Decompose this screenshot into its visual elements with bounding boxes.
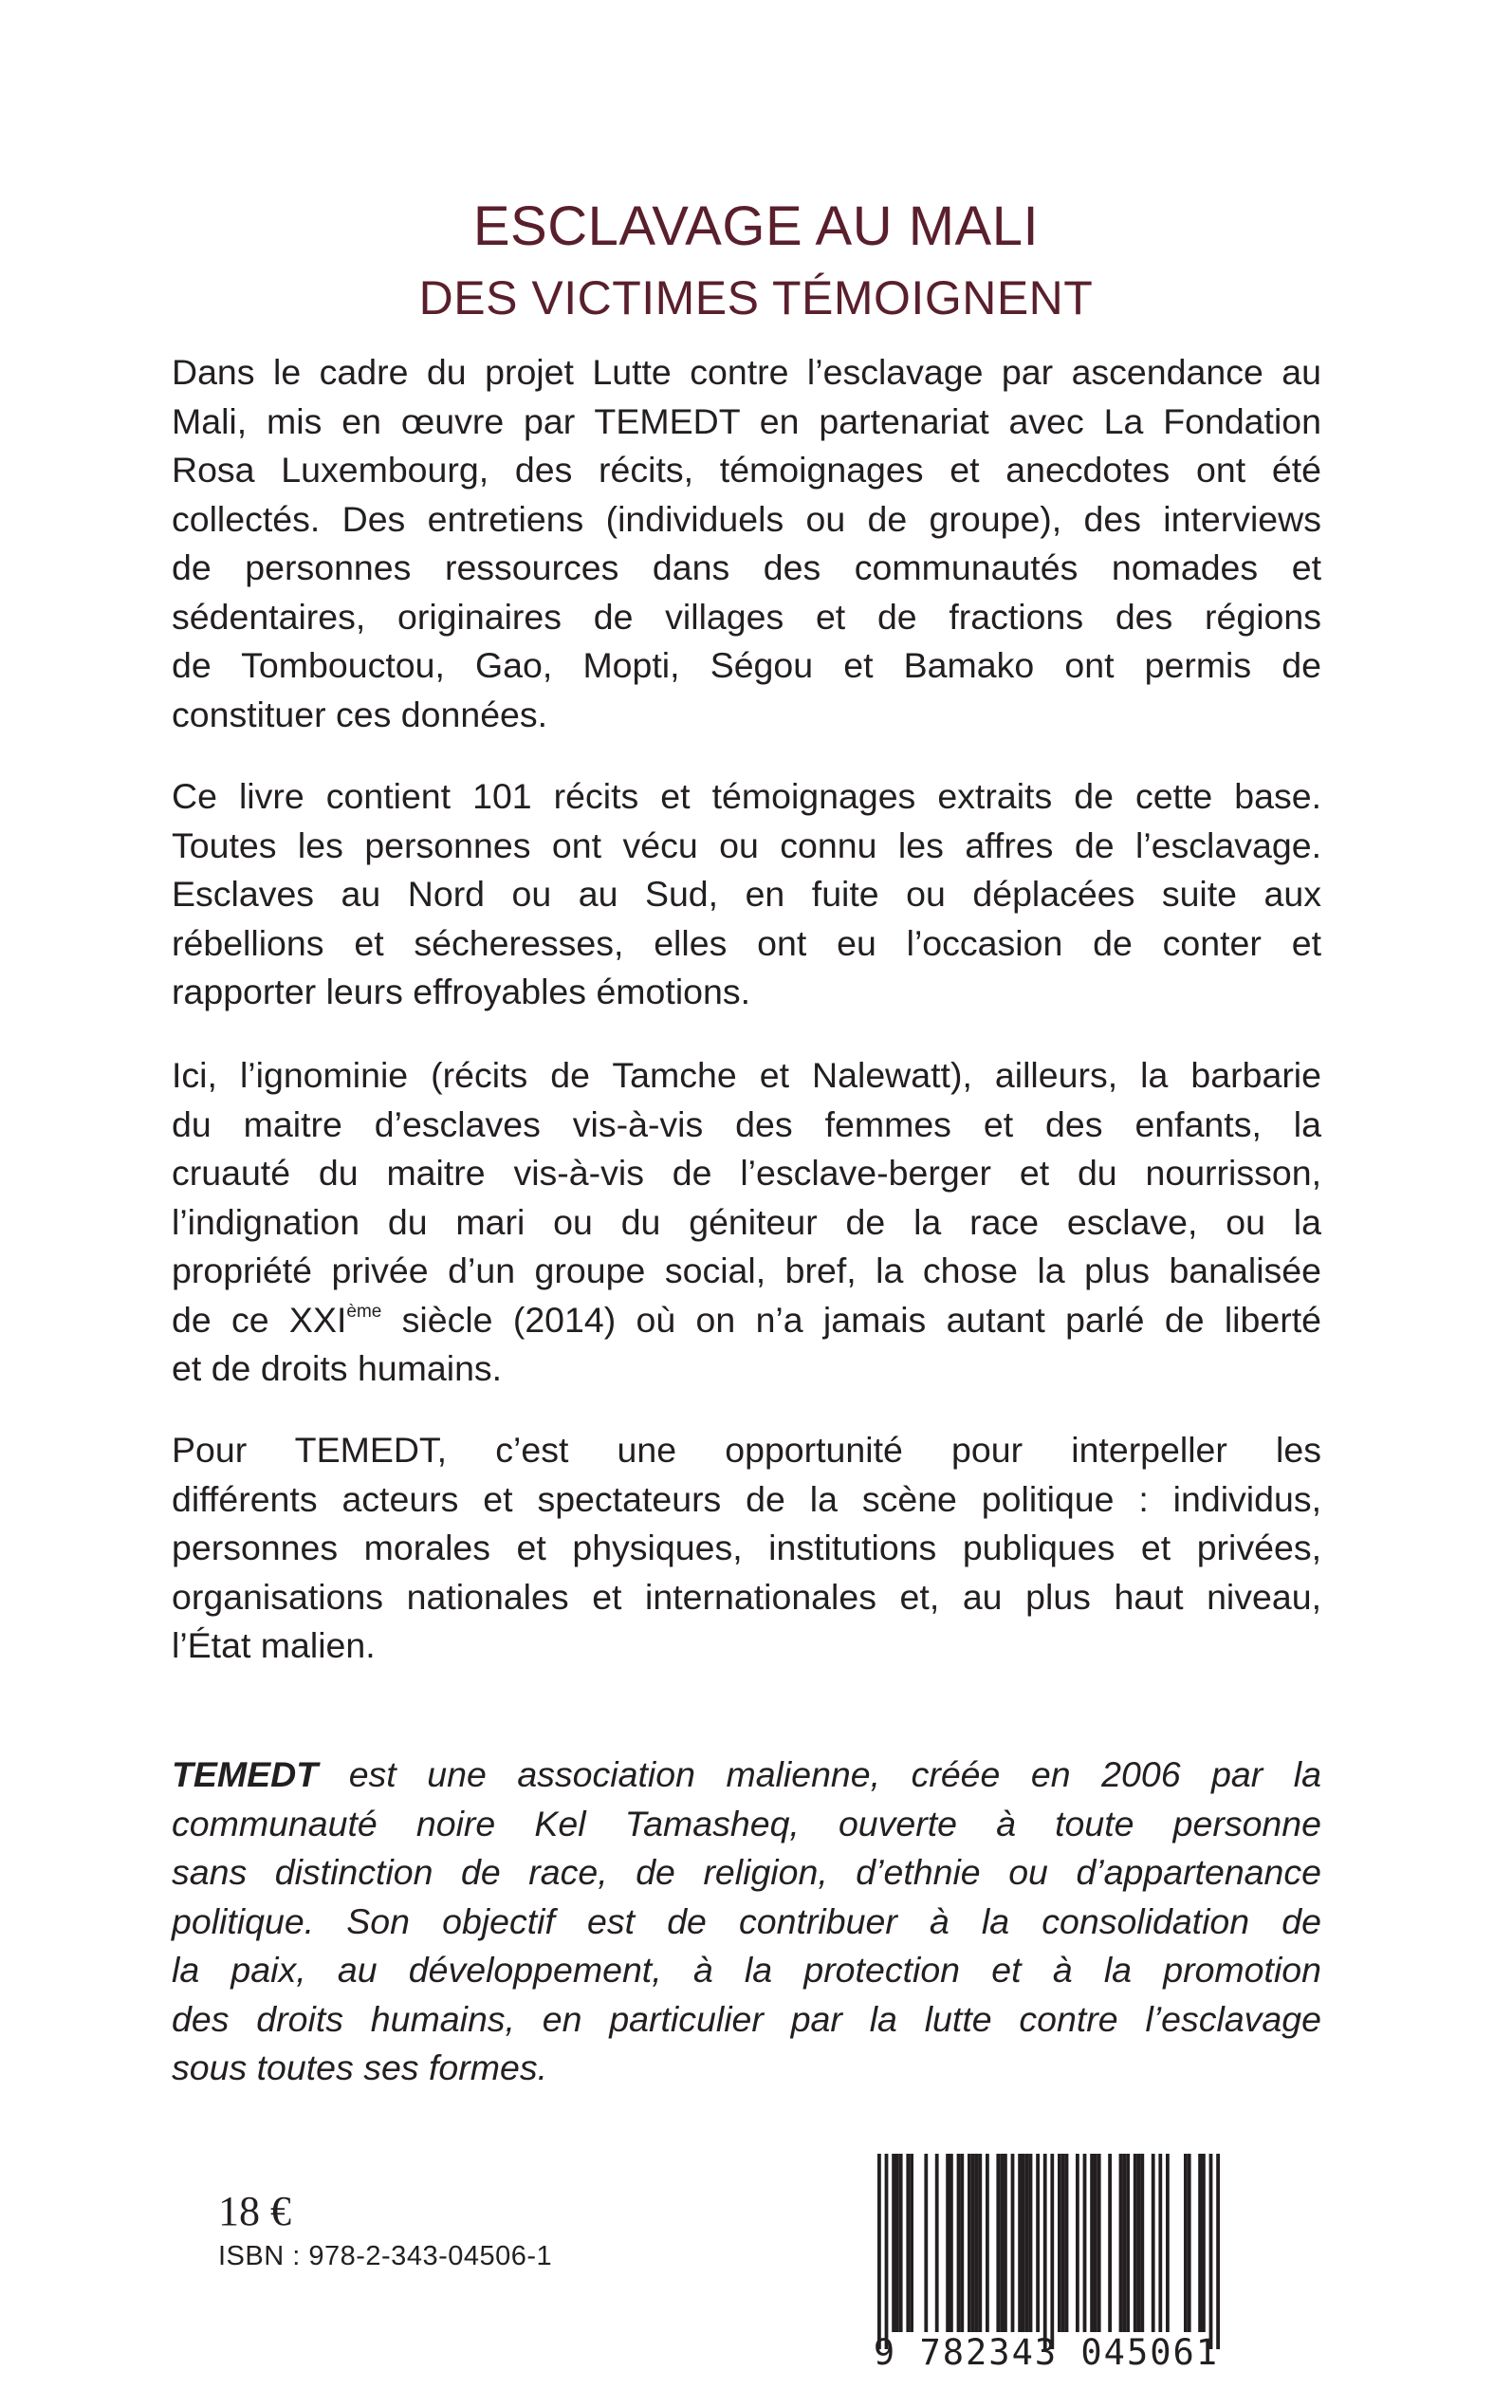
- paragraph-temedt-opportunity: [172, 1426, 1321, 1671]
- barcode-bar: [895, 2154, 899, 2332]
- text-line: politique. Son objectif est de contribuer à la consolidation de: [172, 1900, 1321, 1941]
- barcode-bar: [950, 2154, 953, 2332]
- barcode-bar: [892, 2154, 895, 2332]
- barcode-bar: [978, 2154, 982, 2332]
- barcode-bar: [1119, 2154, 1123, 2332]
- text-line: rapporter leurs effroyables émotions.: [172, 972, 751, 1011]
- barcode-bar: [1029, 2154, 1033, 2332]
- price: 18 €: [218, 2188, 291, 2234]
- text-line: sédentaires, originaires de villages et de fractions des régions: [172, 596, 1321, 637]
- text-fragment: est une association malienne, créée en 2006 par la: [318, 1754, 1321, 1794]
- barcode-bar: [1134, 2154, 1137, 2332]
- text-line: sous toutes ses formes.: [172, 2047, 548, 2087]
- text-fragment: siècle (2014) où on n’a jamais autant parlé de liberté: [381, 1299, 1321, 1340]
- text-line: Rosa Luxembourg, des récits, témoignages et anecdotes ont été: [172, 450, 1321, 490]
- barcode-bar: [1097, 2154, 1101, 2332]
- barcode-bar: [1209, 2154, 1213, 2349]
- barcode-bar: [957, 2154, 961, 2332]
- barcode-bar: [1198, 2154, 1202, 2332]
- text-line: collectés. Des entretiens (individuels ou de groupe), des interviews: [172, 498, 1321, 539]
- text-fragment: de ce XXI: [172, 1299, 347, 1340]
- barcode-bar: [1011, 2154, 1015, 2332]
- barcode-bar: [986, 2154, 989, 2332]
- barcode-bar: [1058, 2154, 1061, 2332]
- barcode-bar: [1184, 2154, 1188, 2332]
- barcode-bar: [1065, 2154, 1069, 2332]
- text-line: rébellions et sécheresses, elles ont eu l’occasion de conter et: [172, 922, 1321, 963]
- barcode-bar: [1083, 2154, 1087, 2332]
- barcode-bar: [1022, 2154, 1025, 2332]
- barcode-bar: [1152, 2154, 1155, 2332]
- barcode-bar: [1202, 2154, 1206, 2332]
- text-line: Toutes les personnes ont vécu ou connu les affres de l’esclavage.: [172, 824, 1321, 865]
- barcode-bar: [1166, 2154, 1170, 2332]
- text-line: de Tombouctou, Gao, Mopti, Ségou et Bamako ont permis de: [172, 645, 1321, 685]
- text-line: propriété privée d’un groupe social, bref, la chose la plus banalisée: [172, 1250, 1321, 1290]
- text-line: des droits humains, en particulier par la lutte contre l’esclavage: [172, 1998, 1321, 2039]
- barcode-bar: [1137, 2154, 1141, 2332]
- barcode-bar: [996, 2154, 1000, 2332]
- barcode-bar: [946, 2154, 950, 2332]
- text-line: du maitre d’esclaves vis-à-vis des femmes et des enfants, la: [172, 1103, 1321, 1144]
- barcode-bar: [1122, 2154, 1126, 2332]
- barcode-bar: [1043, 2154, 1047, 2349]
- barcode-bar: [971, 2154, 975, 2332]
- barcode-bar: [1140, 2154, 1144, 2332]
- barcode-bar: [1076, 2154, 1079, 2332]
- barcode: [857, 2154, 1236, 2376]
- text-line: de personnes ressources dans des communautés nomades et: [172, 547, 1321, 587]
- barcode-bar: [1018, 2154, 1022, 2332]
- barcode-bar: [960, 2154, 964, 2332]
- text-line: personnes morales et physiques, institutions publiques et privées,: [172, 1528, 1321, 1567]
- paragraph-book-contents: [172, 772, 1321, 1017]
- barcode-bar: [1108, 2154, 1112, 2332]
- barcode-bar: [968, 2154, 971, 2332]
- text-line: sans distinction de race, de religion, d’ethnie ou d’appartenance: [172, 1852, 1321, 1892]
- text-line: constituer ces données.: [172, 694, 548, 734]
- barcode-bar: [885, 2154, 889, 2349]
- barcode-bar: [935, 2154, 939, 2332]
- barcode-bar: [975, 2154, 979, 2332]
- barcode-bar: [1061, 2154, 1065, 2332]
- text-line: Ici, l’ignominie (récits de Tamche et Nalewatt), ailleurs, la barbarie: [172, 1055, 1321, 1095]
- superscript: ème: [346, 1301, 382, 1322]
- barcode-bar: [1036, 2154, 1040, 2332]
- association-name: TEMEDT: [172, 1754, 319, 1794]
- barcode-bar: [1000, 2154, 1004, 2332]
- text-line: l’indignation du mari ou du géniteur de la race esclave, ou la: [172, 1201, 1321, 1242]
- book-title: ESCLAVAGE AU MALI: [472, 194, 1040, 257]
- barcode-bar: [1050, 2154, 1054, 2349]
- text-line: Dans le cadre du projet Lutte contre l’esclavage par ascendance au: [172, 352, 1321, 392]
- paragraph-project-description: [172, 348, 1321, 739]
- barcode-bar: [924, 2154, 928, 2332]
- text-line: Ce livre contient 101 récits et témoignages extraits de cette base.: [172, 776, 1321, 816]
- barcode-bar: [1094, 2154, 1097, 2332]
- text-line: Pour TEMEDT, c’est une opportunité pour interpeller les: [172, 1430, 1321, 1470]
- text-line: différents acteurs et spectateurs de la scène politique : individus,: [172, 1478, 1321, 1519]
- barcode-bar: [1025, 2154, 1029, 2332]
- barcode-bar: [910, 2154, 913, 2332]
- book-subtitle: DES VICTIMES TÉMOIGNENT: [418, 270, 1094, 324]
- paragraph-testimonies: [172, 1051, 1321, 1394]
- text-line: communauté noire Kel Tamasheq, ouverte à toute personne: [172, 1803, 1321, 1843]
- paragraph-temedt-association: [172, 1750, 1321, 2093]
- barcode-bar: [1090, 2154, 1094, 2332]
- isbn: ISBN : 978-2-343-04506-1: [218, 2241, 553, 2271]
- text-line: l’État malien.: [172, 1625, 376, 1665]
- text-line: Mali, mis en œuvre par TEMEDT en partenariat avec La Fondation: [172, 400, 1321, 441]
- text-line: cruauté du maitre vis-à-vis de l’esclave-berger et du nourrisson,: [172, 1153, 1321, 1193]
- barcode-bar: [1158, 2154, 1162, 2332]
- text-line: et de droits humains.: [172, 1348, 503, 1388]
- text-line: [172, 1296, 1321, 1345]
- text-line: la paix, au développement, à la protection et à la promotion: [172, 1950, 1321, 1990]
- barcode-bar: [1126, 2154, 1130, 2332]
- barcode-bar: [1216, 2154, 1220, 2349]
- barcode-number: 9 782343 045061: [873, 2332, 1220, 2373]
- barcode-bar: [1188, 2154, 1191, 2332]
- barcode-bar: [877, 2154, 881, 2349]
- barcode-bar: [899, 2154, 903, 2332]
- text-line: organisations nationales et internationales et, au plus haut niveau,: [172, 1576, 1321, 1617]
- barcode-bar: [1004, 2154, 1007, 2332]
- text-line: Esclaves au Nord ou au Sud, en fuite ou déplacées suite aux: [172, 874, 1321, 914]
- text-line: [172, 1750, 1321, 1800]
- barcode-bar: [906, 2154, 910, 2332]
